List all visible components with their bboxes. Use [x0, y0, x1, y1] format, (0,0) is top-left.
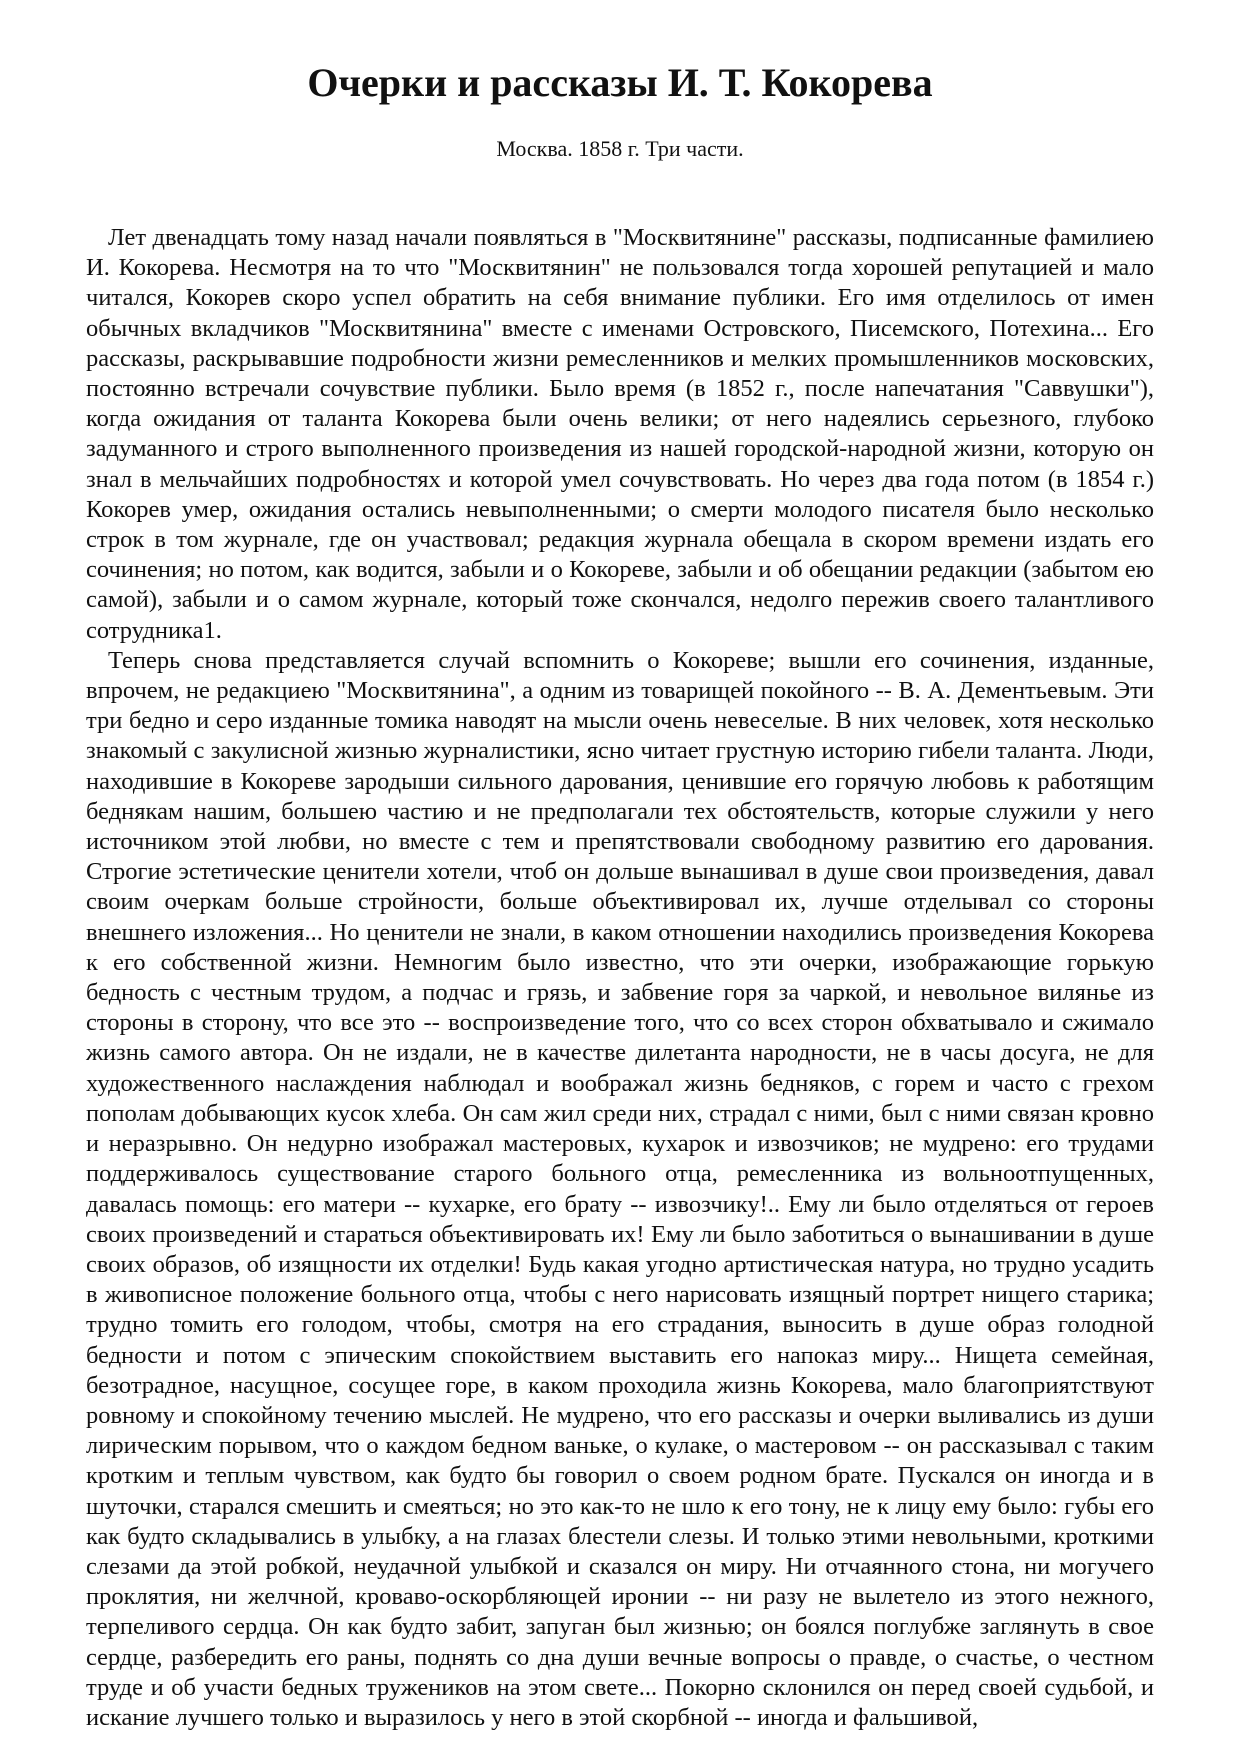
paragraph-2: Теперь снова представляется случай вспомнить о Кокореве; вышли его сочинения, изданные, впрочем, не редакциею "Москвитянина", а одним из товарищей покойного -- В. А. Дементьевым. Эти три бедно и серо изданные томика наводят на мысли очень невеселые. В них человек, хотя несколько знакомый с закулисной жизнью журналистики, ясно читает грустную историю гибели таланта. Люди, находившие в Кокореве зародыши сильного дарования, ценившие его горячую любовь к работящим беднякам нашим, большею частию и не предполагали тех обстоятельств, которые служили у него источником этой любви, но вместе с тем и препятствовали свободному развитию его дарования. Строгие эстетические ценители хотели, чтоб он дольше вынашивал в душе свои произведения, давал своим очеркам больше стройности, больше объективировал их, лучше отделывал со стороны внешнего изложения... Но ценители не знали, в каком отношении находились произведения Кокорева к его собственной жизни. Немногим было известно, что эти очерки, изображающие горькую бедность с честным трудом, а подчас и грязь, и забвение горя за чаркой, и невольное виляньe из стороны в сторону, что все это -- воспроизведение того, что со всех сторон обхватывало и сжимало жизнь самого автора. Он не издали, не в качестве дилетанта народности, не в часы досуга, не для художественного наслаждения наблюдал и воображал жизнь бедняков, с горем и часто с грехом пополам добывающих кусок хлеба. Он сам жил среди них, страдал с ними, был с ними связан кровно и неразрывно. Он недурно изображал мастеровых, кухарок и извозчиков; не мудрено: его трудами поддерживалось существование старого больного отца, ремесленника из вольноотпущенных, давалась помощь: его матери -- кухарке, его брату -- извозчику!.. Ему ли было отделяться от героев своих произведений и стараться объективировать их! Ему ли было заботиться о вынашивании в душе своих образов, об изящности их отделки! Будь какая угодно артистическая натура, но трудно усадить в живописное положение больного отца, чтобы с него нарисовать изящный портрет нищего старика; трудно томить его голодом, чтобы, смотря на его страдания, выносить в душе образ голодной бедности и потом с эпическим спокойствием выставить его напоказ миру... Нищета семейная, безотрадное, насущное, сосущее горе, в каком проходила жизнь Кокорева, мало благоприятствуют ровному и спокойному течению мыслей. Не мудрено, что его рассказы и очерки выливались из души лирическим порывом, что о каждом бедном ваньке, о кулаке, о мастеровом -- он рассказывал с таким кротким и теплым чувством, как будто бы говорил о своем родном брате. Пускался он иногда и в шуточки, старался смешить и смеяться; но это как-то не шло к его тону, не к лицу ему было: губы его как будто складывались в улыбку, а на глазах блестели слезы. И только этими невольными, кроткими слезами да этой робкой, неудачной улыбкой и сказался он миру. Ни отчаянного стона, ни могучего проклятия, ни желчной, кроваво-оскорбляющей иронии -- ни разу не вылетело из этого нежного, терпеливого сердца. Он как будто забит, запуган был жизнью; он боялся поглубже заглянуть в свое сердце, разбередить его раны, поднять со дна души вечные вопросы о правде, о счастье, о честном труде и об участи бедных тружеников на этом свете... Покорно склонился он перед своей судьбой, и искание лучшего только и выразилось у него в этой скорбной -- иногда и фальшивой,: [86, 646, 1154, 1731]
paragraph-1: Лет двенадцать тому назад начали появляться в "Москвитянине" рассказы, подписанные фамилиею И. Кокорева. Несмотря на то что "Москвитянин" не пользовался тогда хорошей репутацией и мало читался, Кокорев скоро успел обратить на себя внимание публики. Его имя отделилось от имен обычных вкладчиков "Москвитянина" вместе с именами Островского, Писемского, Потехина... Его рассказы, раскрывавшие подробности жизни ремесленников и мелких промышленников московских, постоянно встречали сочувствие публики. Было время (в 1852 г., после напечатания "Саввушки"), когда ожидания от таланта Кокорева были очень велики; от него надеялись серьезного, глубоко задуманного и строго выполненного произведения из нашей городской-народной жизни, которую он знал в мельчайших подробностях и которой умел сочувствовать. Но через два года потом (в 1854 г.) Кокорев умер, ожидания остались невыполненными; о смерти молодого писателя было несколько строк в том журнале, где он участвовал; редакция журнала обещала в скором времени издать его сочинения; но потом, как водится, забыли и о Кокореве, забыли и об обещании редакции (забытом ею самой), забыли и о самом журнале, который тоже скончался, недолго пережив своего талантливого сотрудника1.: [86, 224, 1154, 644]
document-subtitle: Москва. 1858 г. Три части.: [496, 136, 744, 161]
body-text: [86, 223, 1154, 1733]
document-title: Очерки и рассказы И. Т. Кокорева: [307, 60, 933, 105]
